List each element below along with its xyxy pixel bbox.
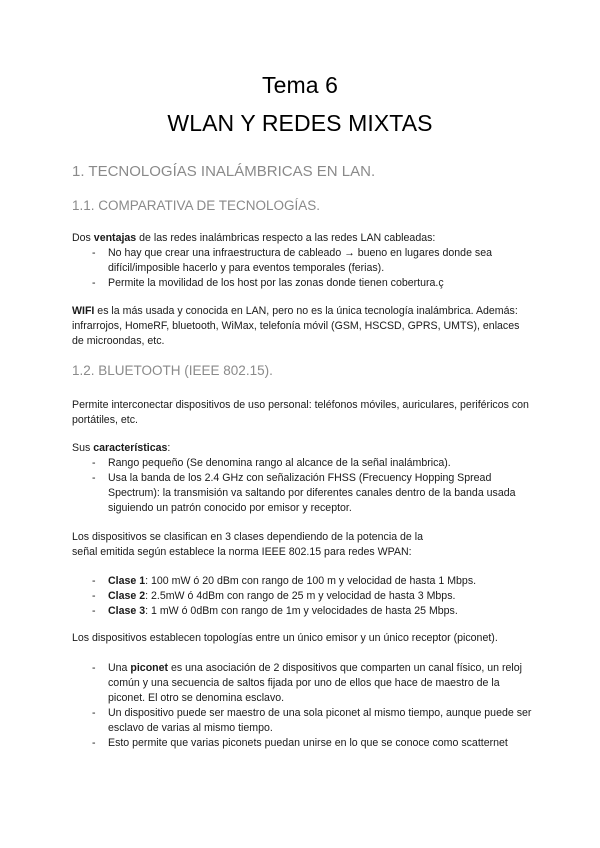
features-intro: Sus características: <box>72 442 171 454</box>
wifi-paragraph: WIFI es la más usada y conocida en LAN, pero no es la única tecnología inalámbrica. Además: infrarrojos, HomeRF, bluetooth, WiMax, telefonía móvil (GSM, HSCSD, GPRS, UMTS), enlaces de microondas, etc. <box>72 305 520 347</box>
list-item: - Clase 3: 1 mW ó 0dBm con rango de 1m y velocidades de hasta 25 Mbps. <box>72 604 532 619</box>
piconet-list <box>72 661 532 751</box>
section-1-heading: 1. TECNOLOGÍAS INALÁMBRICAS EN LAN. <box>72 163 376 180</box>
classes-list <box>72 574 532 619</box>
list-item: - Una piconet es una asociación de 2 dispositivos que comparten un canal físico, un reloj común y una secuencia de saltos fijada por uno de ellos que hace de maestro de la piconet. El otro se denomina esclavo. <box>72 661 532 706</box>
topology-paragraph: Los dispositivos establecen topologías entre un único emisor y un único receptor (piconet). <box>72 632 498 644</box>
list-item: - Esto permite que varias piconets puedan unirse en lo que se conoce como scatternet <box>72 736 532 751</box>
list-item: - Un dispositivo puede ser maestro de una sola piconet al mismo tiempo, aunque puede ser esclavo de varias al mismo tiempo. <box>72 706 532 736</box>
doc-title-line1: Tema 6 <box>261 72 339 98</box>
advantages-intro: Dos ventajas de las redes inalámbricas respecto a las redes LAN cableadas: <box>72 232 436 244</box>
features-list <box>72 456 532 516</box>
classes-intro: Los dispositivos se clasifican en 3 clases dependiendo de la potencia de la señal emitida según establece la norma IEEE 802.15 para redes WPAN: <box>72 531 424 558</box>
list-item: - Clase 1: 100 mW ó 20 dBm con rango de 100 m y velocidad de hasta 1 Mbps. <box>72 574 532 589</box>
list-item: - Clase 2: 2.5mW ó 4dBm con rango de 25 m y velocidad de hasta 3 Mbps. <box>72 589 532 604</box>
bluetooth-intro: Permite interconectar dispositivos de uso personal: teléfonos móviles, auriculares, periféricos con portátiles, etc. <box>72 399 529 426</box>
section-1-1-heading: 1.1. COMPARATIVA DE TECNOLOGÍAS. <box>72 198 321 213</box>
list-item: - Permite la movilidad de los host por las zonas donde tienen cobertura.ç <box>72 276 532 291</box>
list-item: - No hay que crear una infraestructura de cableado → bueno en lugares donde sea difícil/imposible hacerlo y para eventos temporales (ferias). <box>72 246 532 276</box>
section-1-2-heading: 1.2. BLUETOOTH (IEEE 802.15). <box>72 363 273 378</box>
doc-title-line2: WLAN Y REDES MIXTAS <box>167 110 433 136</box>
advantages-list <box>72 246 532 291</box>
list-item: - Usa la banda de los 2.4 GHz con señalización FHSS (Frecuency Hopping Spread Spectrum): la transmisión va saltando por diferentes canales dentro de la banda usada siguiendo un patrón conocido por emisor y receptor. <box>72 471 532 516</box>
list-item: - Rango pequeño (Se denomina rango al alcance de la señal inalámbrica). <box>72 456 532 471</box>
